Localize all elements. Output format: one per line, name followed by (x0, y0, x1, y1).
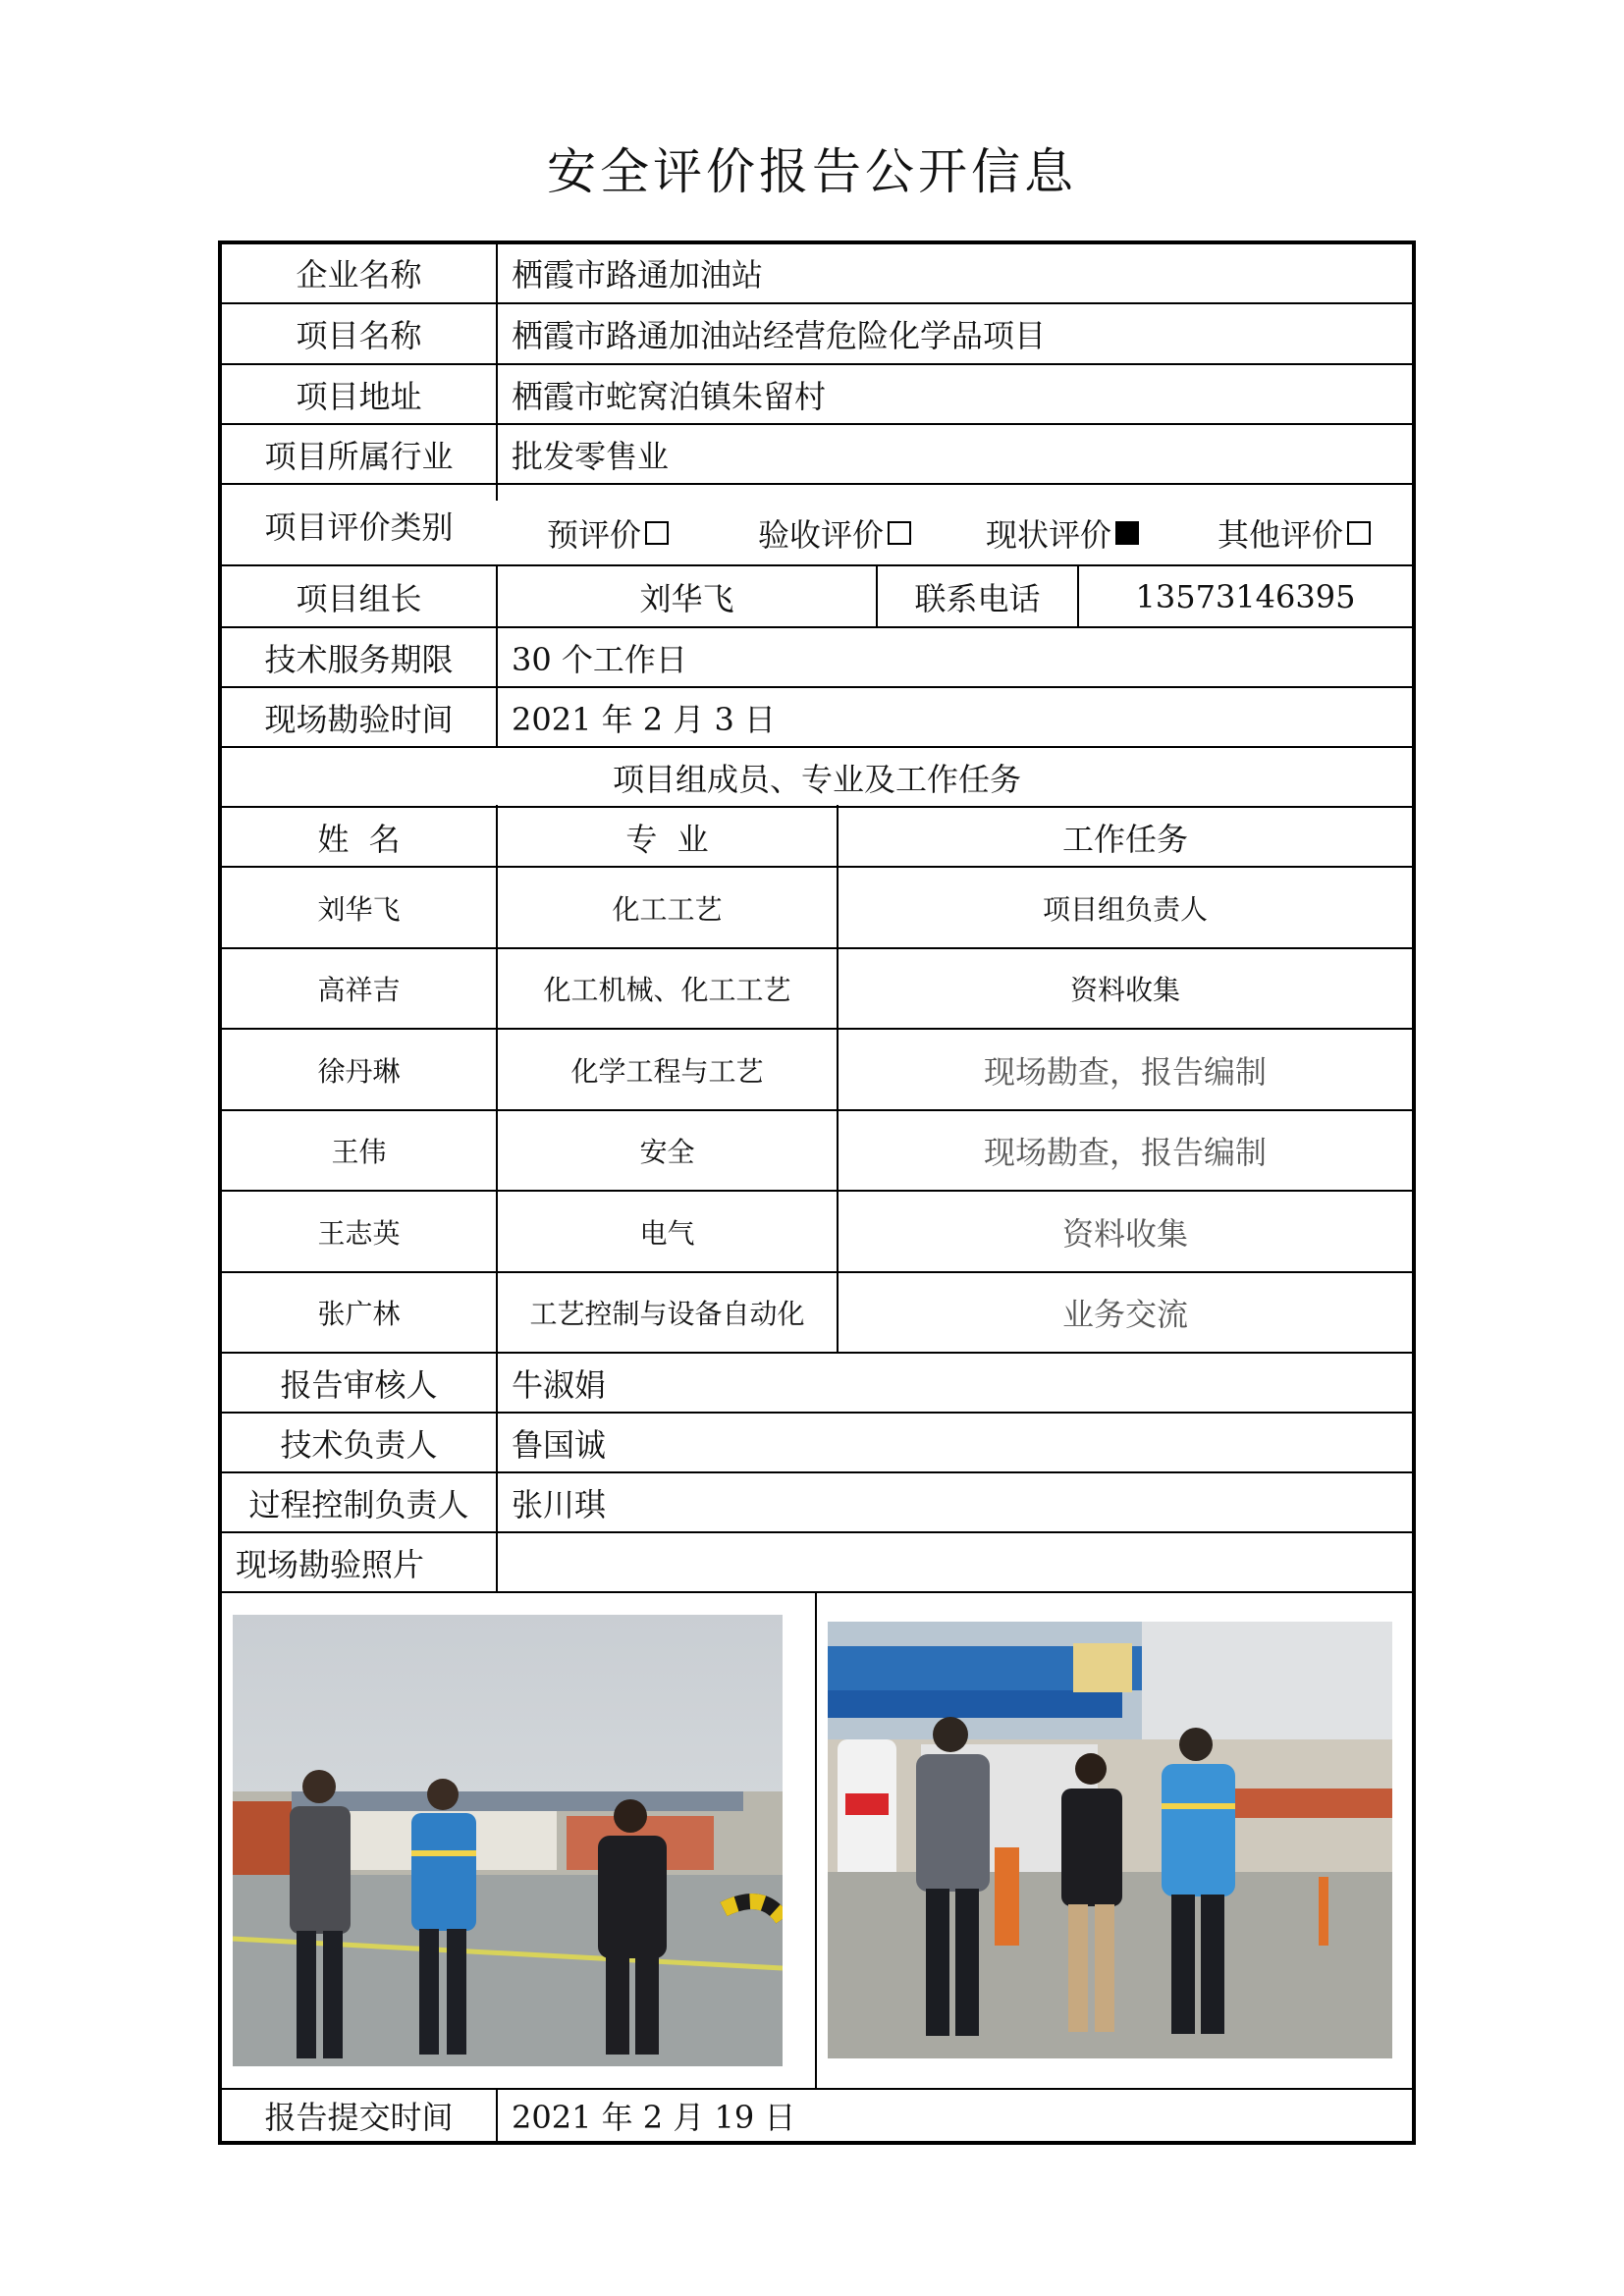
header-task: 工作任务 (1061, 820, 1188, 858)
member-name: 张广林 (317, 1298, 401, 1330)
member-task: 资料收集 (1069, 974, 1180, 1006)
phone-label: 联系电话 (914, 579, 1041, 617)
member-major: 化工工艺 (612, 892, 723, 926)
tech-lead-label: 技术负责人 (280, 1425, 438, 1464)
category-other: 其他评价 (1218, 501, 1371, 565)
member-name: 徐丹琳 (317, 1054, 401, 1088)
category-status: 现状评价 (986, 501, 1139, 565)
leader-value: 刘华飞 (639, 579, 734, 617)
acceptance-eval-checkbox (888, 521, 911, 545)
industry-value: 批发零售业 (512, 437, 670, 475)
process-lead-value: 张川琪 (512, 1485, 607, 1523)
site-photo-2 (828, 1622, 1392, 2058)
company-label: 企业名称 (296, 255, 422, 294)
category-pre: 预评价 (547, 501, 669, 565)
header-major: 专 业 (625, 820, 709, 858)
tech-lead-value: 鲁国诚 (512, 1425, 607, 1464)
member-task: 现场勘查，报告编制 (983, 1134, 1267, 1171)
member-name: 高祥吉 (317, 974, 401, 1006)
member-name: 王伟 (331, 1136, 387, 1168)
member-major: 化工机械、化工工艺 (543, 974, 791, 1006)
other-eval-checkbox (1347, 521, 1371, 545)
member-major: 工艺控制与设备自动化 (529, 1298, 805, 1330)
industry-label: 项目所属行业 (264, 437, 454, 475)
header-name: 姓 名 (317, 820, 401, 858)
member-task: 项目组负责人 (1042, 892, 1208, 926)
project-label: 项目名称 (296, 317, 422, 354)
survey-value: 2021 年 2 月 3 日 (512, 700, 777, 738)
submit-label: 报告提交时间 (264, 2099, 454, 2136)
period-label: 技术服务期限 (264, 640, 454, 678)
member-major: 安全 (639, 1136, 695, 1168)
status-eval-checkbox (1115, 521, 1139, 545)
member-major: 化学工程与工艺 (570, 1054, 764, 1088)
address-value: 栖霞市蛇窝泊镇朱留村 (512, 377, 827, 415)
reviewer-value: 牛淑娟 (512, 1365, 607, 1404)
reviewer-label: 报告审核人 (280, 1365, 438, 1404)
member-task: 业务交流 (1061, 1296, 1188, 1333)
process-lead-label: 过程控制负责人 (248, 1485, 469, 1523)
member-name: 刘华飞 (317, 892, 401, 926)
member-task: 现场勘查，报告编制 (983, 1052, 1267, 1091)
team-section-title: 项目组成员、专业及工作任务 (612, 760, 1021, 798)
member-major: 电气 (639, 1216, 695, 1250)
member-name: 王志英 (317, 1216, 401, 1250)
member-task: 资料收集 (1061, 1214, 1188, 1253)
phone-value: 13573146395 (1135, 577, 1356, 615)
photos-label: 现场勘验照片 (236, 1545, 425, 1583)
period-value: 30 个工作日 (512, 640, 687, 678)
category-acceptance: 验收评价 (758, 501, 911, 565)
company-value: 栖霞市路通加油站 (512, 255, 764, 294)
pre-eval-checkbox (645, 521, 669, 545)
category-label: 项目评价类别 (264, 507, 454, 546)
page-title: 安全评价报告公开信息 (547, 143, 1077, 200)
submit-value: 2021 年 2 月 19 日 (512, 2099, 796, 2136)
leader-label: 项目组长 (296, 579, 422, 617)
address-label: 项目地址 (296, 377, 422, 415)
survey-label: 现场勘验时间 (264, 700, 454, 738)
site-photo-1 (233, 1615, 783, 2066)
project-value: 栖霞市路通加油站经营危险化学品项目 (512, 317, 1047, 354)
